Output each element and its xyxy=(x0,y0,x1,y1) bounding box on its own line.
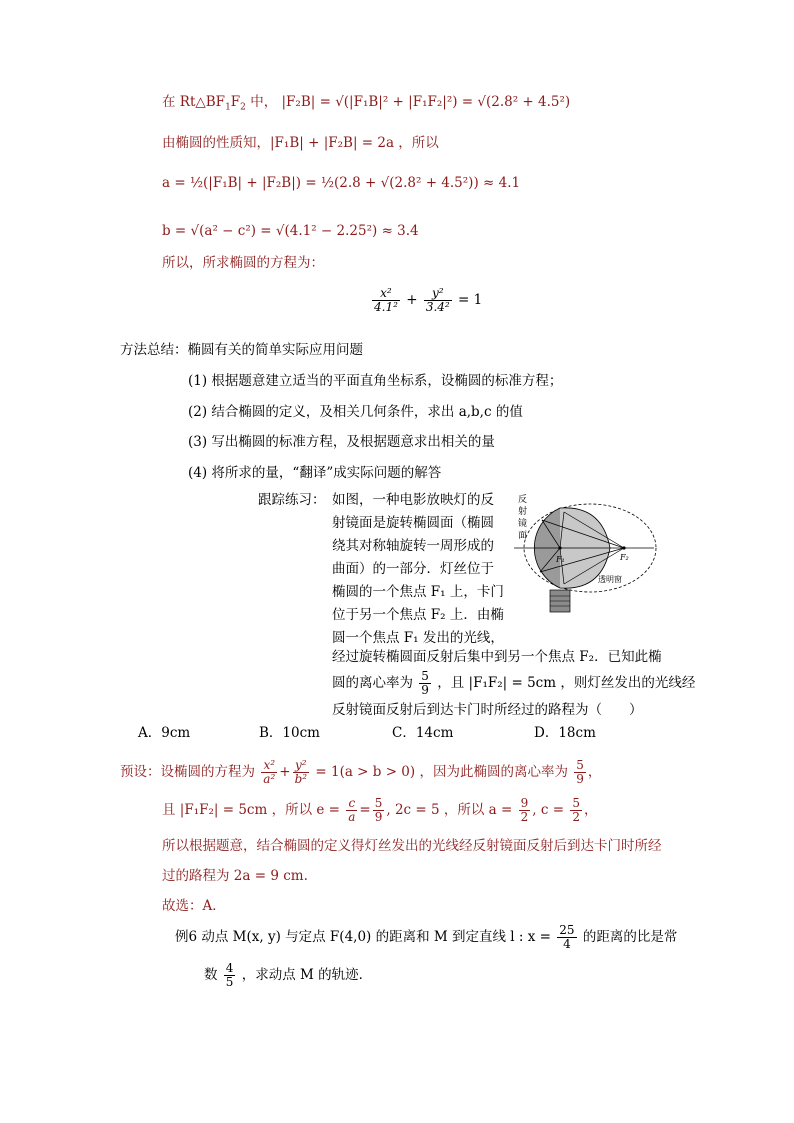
text: 中， xyxy=(250,94,278,110)
numerator: y² xyxy=(293,759,310,773)
denominator: 5 xyxy=(225,975,234,989)
denominator: b² xyxy=(294,772,308,786)
focus-f2 xyxy=(622,546,625,549)
exercise-line: 如图，一种电影放映灯的反 xyxy=(332,492,494,508)
figure-label: 射 xyxy=(518,507,528,517)
figure-label: 镜 xyxy=(518,519,528,529)
exercise-line: 射镜面是旋转椭圆面（椭圆 xyxy=(332,515,494,531)
text: ， xyxy=(583,802,598,818)
denominator: 3.4² xyxy=(425,300,450,314)
denominator: 4.1² xyxy=(374,300,398,314)
solution-line-3: a = ½(|F₁B| + |F₂B|) = ½(2.8 + √(2.8² + 4.5²)) ≈ 4.1 xyxy=(162,175,521,191)
numerator: x² xyxy=(372,287,400,301)
example6-line-1 xyxy=(175,922,677,952)
solution-line-4: b = √(a² − c²) = √(4.1² − 2.25²) ≈ 3.4 xyxy=(162,223,419,239)
option-b[interactable]: B．10cm xyxy=(259,725,320,741)
window-label: 透明窗 xyxy=(598,575,622,584)
exercise-line: 反射镜面反射后到达卡门时所经过的路程为（ ） xyxy=(332,702,643,718)
denominator: 9 xyxy=(421,683,429,697)
answer-line-3: 所以根据题意，结合椭圆的定义得灯丝发出的光线经反射镜面反射后到达卡门时所经 xyxy=(162,838,662,854)
text: ，求动点 M 的轨迹． xyxy=(241,967,373,983)
denominator: 2 xyxy=(572,810,580,824)
exercise-line: 经过旋转椭圆面反射后集中到另一个焦点 F₂．已知此椭 xyxy=(332,649,662,665)
numerator: 9 xyxy=(520,796,529,810)
text: = xyxy=(359,802,371,818)
denominator: 4 xyxy=(563,937,571,951)
denominator: a² xyxy=(263,772,276,786)
f1-label: F₁ xyxy=(556,555,565,564)
text: , c = xyxy=(532,802,565,818)
exercise-line: 椭圆的一个焦点 F₁ 上，卡门 xyxy=(332,584,504,600)
text: ， xyxy=(587,764,602,780)
numerator: 5 xyxy=(576,758,584,772)
text: 圆的离心率为 xyxy=(332,675,413,691)
text: 数 xyxy=(204,967,218,983)
answer-line-5: 故选：A． xyxy=(162,898,226,914)
numerator: c xyxy=(346,797,357,811)
focus-f1 xyxy=(558,546,561,549)
option-d[interactable]: D．18cm xyxy=(534,725,596,741)
exercise-label: 跟踪练习： xyxy=(258,492,326,508)
exercise-line: 位于另一个焦点 F₂ 上．由椭 xyxy=(332,607,504,623)
numerator: y² xyxy=(424,287,452,301)
exercise-line: 圆一个焦点 F₁ 发出的光线， xyxy=(332,630,504,646)
text: , 2c = 5 ，所以 a = xyxy=(386,802,513,818)
exercise-line: 曲面）的一部分．灯丝位于 xyxy=(332,561,494,577)
option-a[interactable]: A．9cm xyxy=(138,725,191,741)
option-c[interactable]: C．14cm xyxy=(392,725,454,741)
projector-lamp-figure xyxy=(512,490,662,625)
numerator: x² xyxy=(261,759,277,773)
text: 的距离的比是常 xyxy=(582,929,678,945)
summary-step-2: (2) 结合椭圆的定义，及相关几何条件，求出 a,b,c 的值 xyxy=(188,404,523,420)
ellipse-equation: $\frac{\text{x²}}{\text{4.1²}}$ + $\frac{\text{y²}}{\text{3.4²}}$ = 1 xyxy=(374,286,483,314)
numerator: 5 xyxy=(374,796,383,810)
denominator: 9 xyxy=(576,772,584,786)
text: 例6 动点 M(x, y) 与定点 F(4,0) 的距离和 M 到定直线 l : x = xyxy=(175,929,551,945)
rhs: = 1 xyxy=(458,292,483,308)
formula: |F₂B| = √(|F₁B|² + |F₁F₂|²) = √(2.8² + 4.5²) xyxy=(281,94,571,110)
solution-line-1: 在 $Rt\triangle BF_1F_2$ 中， |F₂B| = √(|F₁B|² + |F₁F₂|²) = √(2.8² + 4.5²) xyxy=(162,94,571,113)
denominator: 9 xyxy=(374,810,383,824)
text: 在 Rt△BF xyxy=(162,94,226,110)
f2-label: F₂ xyxy=(620,553,629,562)
exercise-line: 绕其对称轴旋转一周形成的 xyxy=(332,538,494,554)
example6-line-2 xyxy=(204,960,372,990)
figure-label: 面 xyxy=(518,531,528,541)
solution-line-2: 由椭圆的性质知，|F₁B| + |F₂B| = 2a ，所以 xyxy=(162,135,439,151)
numerator: 25 xyxy=(559,923,575,937)
answer-line-1: 预设：设椭圆的方程为 $\frac{\text{x²}}{\text{a²}}$ + $\frac{\text{y²}}{\text{b²}}$ = 1(a > b > 0) ，因为此椭圆的离心率为 $\frac{5}{9}$ ， xyxy=(120,758,602,786)
denominator: 2 xyxy=(520,810,529,824)
numerator: 5 xyxy=(421,669,429,683)
numerator: 4 xyxy=(225,961,234,975)
text: 且 |F₁F₂| = 5cm ，所以 e = xyxy=(162,802,340,818)
denominator: a xyxy=(348,810,356,824)
text: = 1(a > b > 0) ，因为此椭圆的离心率为 xyxy=(315,764,568,780)
summary-title: 方法总结：椭圆有关的简单实际应用问题 xyxy=(120,342,363,358)
text: 预设：设椭圆的方程为 xyxy=(120,764,255,780)
answer-line-4: 过的路程为 2a = 9 cm. xyxy=(162,868,308,884)
answer-options xyxy=(138,723,596,743)
summary-step-1: (1) 根据题意建立适当的平面直角坐标系，设椭圆的标准方程； xyxy=(188,373,563,389)
figure-label: 反 xyxy=(518,495,528,505)
answer-line-2 xyxy=(162,796,597,824)
summary-step-4: (4) 将所求的量，“翻译”成实际问题的解答 xyxy=(188,465,442,481)
text: ，且 |F₁F₂| = 5cm ，则灯丝发出的光线经 xyxy=(437,675,696,691)
solution-line-5: 所以，所求椭圆的方程为： xyxy=(162,255,324,271)
exercise-line xyxy=(332,670,695,697)
numerator: 5 xyxy=(572,796,580,810)
summary-step-3: (3) 写出椭圆的标准方程，及根据题意求出相关的量 xyxy=(188,434,495,450)
